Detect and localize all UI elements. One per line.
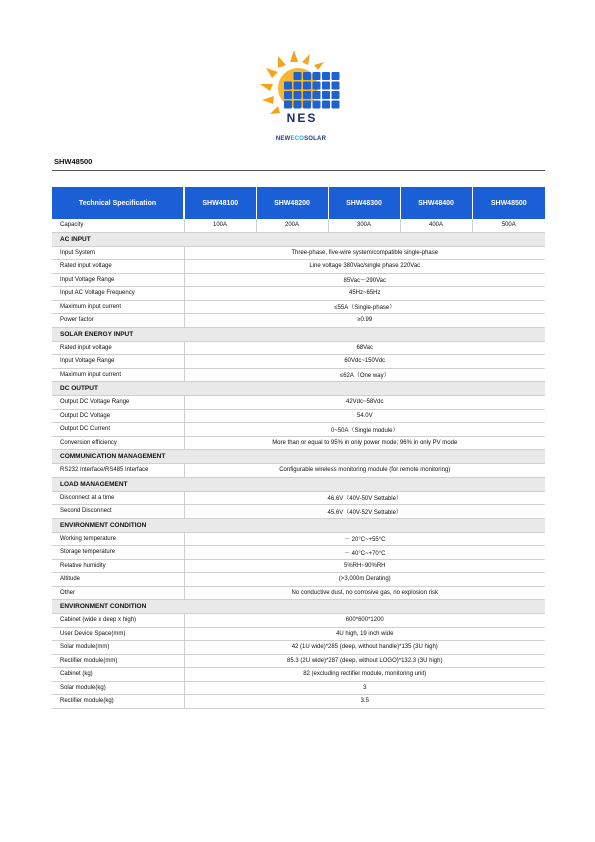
row-label: Altitude: [52, 573, 184, 587]
table-row: [52, 409, 545, 423]
section-title: SOLAR ENERGY INPUT: [52, 327, 545, 341]
header-spec-label: Technical Specification: [52, 187, 184, 219]
document-title: SHW48500: [54, 157, 93, 166]
table-header-row: [52, 187, 545, 219]
table-row: [52, 654, 545, 668]
capacity-value: 200A: [256, 219, 328, 232]
header-model: SHW48300: [328, 187, 400, 219]
row-label: RS232 Interface/RS485 Interface: [52, 464, 184, 478]
row-value: 42 (1U wide)*285 (deep, without handle)*135 (3U high): [184, 641, 545, 655]
panel-cell: [294, 82, 302, 90]
table-row: [52, 273, 545, 287]
table-row: [52, 355, 545, 369]
row-value: 60Vdc~150Vdc: [184, 355, 545, 369]
table-row: [52, 614, 545, 628]
panel-cell: [332, 101, 340, 109]
company-logo: [256, 48, 346, 148]
section-header-row: [52, 600, 545, 614]
row-label: Rated input voltage: [52, 260, 184, 274]
brand-name: NEWECOSOLAR: [275, 136, 327, 142]
row-label: Cabinet (kg): [52, 668, 184, 682]
row-value: 3.5: [184, 695, 545, 709]
row-value: 54.0V: [184, 409, 545, 423]
row-value: 0~50A（Single module）: [184, 423, 545, 437]
row-label: Disconnect at a time: [52, 491, 184, 505]
row-label: Power factor: [52, 314, 184, 328]
row-label: Maximum input current: [52, 368, 184, 382]
panel-cell: [303, 91, 311, 99]
row-label: Output DC Voltage: [52, 409, 184, 423]
capacity-row: [52, 219, 545, 232]
row-label: Solar module(kg): [52, 681, 184, 695]
row-label: User Device Space(mm): [52, 627, 184, 641]
header-model: SHW48200: [256, 187, 328, 219]
row-value: 42Vdc~58Vdc: [184, 396, 545, 410]
table-row: [52, 246, 545, 260]
row-value: ≥0.99: [184, 314, 545, 328]
row-label: Input System: [52, 246, 184, 260]
title-divider: [52, 170, 545, 171]
panel-cell: [322, 101, 330, 109]
row-label: Input Voltage Range: [52, 273, 184, 287]
row-label: Relative humidity: [52, 559, 184, 573]
capacity-value: 400A: [400, 219, 472, 232]
row-label: Input AC Voltage Frequency: [52, 287, 184, 301]
panel-cell: [322, 82, 330, 90]
table-row: [52, 695, 545, 709]
section-header-row: [52, 518, 545, 532]
table-row: [52, 546, 545, 560]
panel-cell: [284, 82, 292, 90]
table-row: [52, 300, 545, 314]
row-label: Cabinet (wide x deep x high): [52, 614, 184, 628]
row-value: 46.6V（40V-50V Settable）: [184, 491, 545, 505]
row-value: 85Vac～290Vac: [184, 273, 545, 287]
section-title: AC INPUT: [52, 232, 545, 246]
section-title: ENVIRONMENT CONDITION: [52, 600, 545, 614]
table-row: [52, 260, 545, 274]
panel-cell: [294, 72, 302, 80]
row-value: Configurable wireless monitoring module (for remote monitoring): [184, 464, 545, 478]
table-row: [52, 586, 545, 600]
table-row: [52, 396, 545, 410]
row-label: Storage temperature: [52, 546, 184, 560]
row-label: Conversion efficiency: [52, 436, 184, 450]
table-row: [52, 532, 545, 546]
panel-cell: [284, 91, 292, 99]
panel-cell: [332, 72, 340, 80]
row-value: 85.3 (2U wide)*287 (deep, without LOGO)*132.3 (3U high): [184, 654, 545, 668]
row-value: 4U high, 19 inch wide: [184, 627, 545, 641]
panel-cell: [303, 101, 311, 109]
table-row: [52, 681, 545, 695]
row-value: (>3,000m Derating): [184, 573, 545, 587]
section-header-row: [52, 450, 545, 464]
section-title: DC OUTPUT: [52, 382, 545, 396]
row-value: 68Vac: [184, 341, 545, 355]
header-model: SHW48400: [400, 187, 472, 219]
row-value: 82 (excluding rectifier module, monitoring unit): [184, 668, 545, 682]
header-model: SHW48500: [472, 187, 545, 219]
row-value: Line voltage 380Vac/single phase 220Vac: [184, 260, 545, 274]
table-row: [52, 641, 545, 655]
row-value: 3: [184, 681, 545, 695]
sun-solar-panel-icon: [256, 48, 346, 136]
row-value: ≤62A（One way）: [184, 368, 545, 382]
row-label: Rectifier module(kg): [52, 695, 184, 709]
row-value: － 40°C~+70°C: [184, 546, 545, 560]
row-label: Maximum input current: [52, 300, 184, 314]
table-row: [52, 627, 545, 641]
table-row: [52, 505, 545, 519]
panel-cell: [303, 82, 311, 90]
capacity-value: 100A: [184, 219, 256, 232]
section-header-row: [52, 327, 545, 341]
capacity-value: 300A: [328, 219, 400, 232]
row-label: Working temperature: [52, 532, 184, 546]
table-row: [52, 559, 545, 573]
table-row: [52, 436, 545, 450]
section-header-row: [52, 477, 545, 491]
panel-cell: [332, 82, 340, 90]
row-label: Solar module(mm): [52, 641, 184, 655]
panel-cell: [322, 91, 330, 99]
row-label: Second Disconnect: [52, 505, 184, 519]
row-value: Three-phase, five-wire system/compatible single-phase: [184, 246, 545, 260]
section-header-row: [52, 232, 545, 246]
table-row: [52, 341, 545, 355]
row-value: More than or equal to 95% in only power mode; 96% in only PV mode: [184, 436, 545, 450]
section-header-row: [52, 382, 545, 396]
row-value: 45Hz~65Hz: [184, 287, 545, 301]
table-row: [52, 368, 545, 382]
table-row: [52, 464, 545, 478]
row-label: Capacity: [52, 219, 184, 232]
panel-cell: [294, 101, 302, 109]
capacity-value: 500A: [472, 219, 545, 232]
row-value: － 20°C~+55°C: [184, 532, 545, 546]
row-label: Output DC Voltage Range: [52, 396, 184, 410]
section-title: ENVIRONMENT CONDITION: [52, 518, 545, 532]
table-row: [52, 668, 545, 682]
row-label: Other: [52, 586, 184, 600]
row-value: 600*600*1200: [184, 614, 545, 628]
table-row: [52, 287, 545, 301]
panel-cell: [284, 101, 292, 109]
panel-cell: [322, 72, 330, 80]
row-value: ≤55A（Single-phase）: [184, 300, 545, 314]
table-row: [52, 573, 545, 587]
panel-cell: [313, 72, 321, 80]
section-title: COMMUNICATION MANAGEMENT: [52, 450, 545, 464]
row-value: 5%RH~90%RH: [184, 559, 545, 573]
panel-cell: [294, 91, 302, 99]
section-title: LOAD MANAGEMENT: [52, 477, 545, 491]
table-row: [52, 491, 545, 505]
row-label: Output DC Current: [52, 423, 184, 437]
row-value: No conductive dust, no corrosive gas, no explosion risk: [184, 586, 545, 600]
panel-cell: [313, 91, 321, 99]
row-label: Input Voltage Range: [52, 355, 184, 369]
panel-cell: [332, 91, 340, 99]
panel-cell: [303, 72, 311, 80]
row-label: Rectifier module(mm): [52, 654, 184, 668]
row-value: 45.6V（40V-52V Settable）: [184, 505, 545, 519]
panel-cell: [313, 101, 321, 109]
panel-cell: [313, 82, 321, 90]
logo-letters: NES: [286, 111, 318, 125]
header-model: SHW48100: [184, 187, 256, 219]
row-label: Rated input voltage: [52, 341, 184, 355]
table-row: [52, 314, 545, 328]
table-row: [52, 423, 545, 437]
spec-table: [52, 187, 545, 709]
